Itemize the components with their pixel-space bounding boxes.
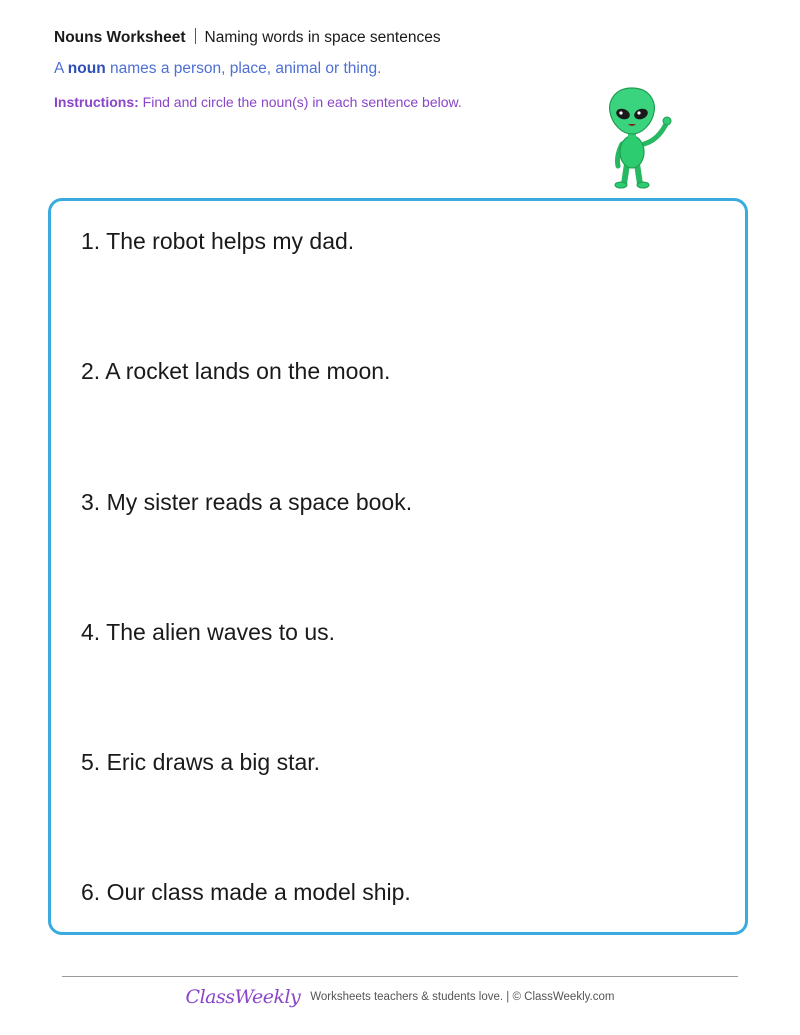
footer-divider [62,976,738,977]
footer-tagline: Worksheets teachers & students love. | © ClassWeekly.com [310,991,615,1003]
instructions [54,94,462,110]
sentences-box [48,198,748,935]
sentence-2[interactable]: 2. A rocket lands on the moon. [81,358,391,384]
header-divider [195,28,196,44]
brand-logo: ClassWeekly [185,986,301,1008]
worksheet-header [54,28,441,47]
sentence-1[interactable]: 1. The robot helps my dad. [81,228,355,254]
sentence-4[interactable]: 4. The alien waves to us. [81,619,335,645]
alien-icon [600,84,680,192]
footer [0,986,800,1008]
definition-text: names a person, place, animal or thing. [109,60,382,77]
definition-prefix: A [54,60,64,77]
instructions-text: Find and circle the noun(s) in each sentence below. [142,94,462,110]
worksheet-title: Nouns Worksheet [54,29,186,46]
definition-keyword: noun [67,60,106,77]
sentence-5[interactable]: 5. Eric draws a big star. [81,749,321,775]
instructions-label: Instructions: [54,94,139,110]
worksheet-subtitle: Naming words in space sentences [204,29,441,46]
sentence-6[interactable]: 6. Our class made a model ship. [81,879,411,905]
sentence-3[interactable]: 3. My sister reads a space book. [81,489,413,515]
noun-definition [54,60,381,78]
